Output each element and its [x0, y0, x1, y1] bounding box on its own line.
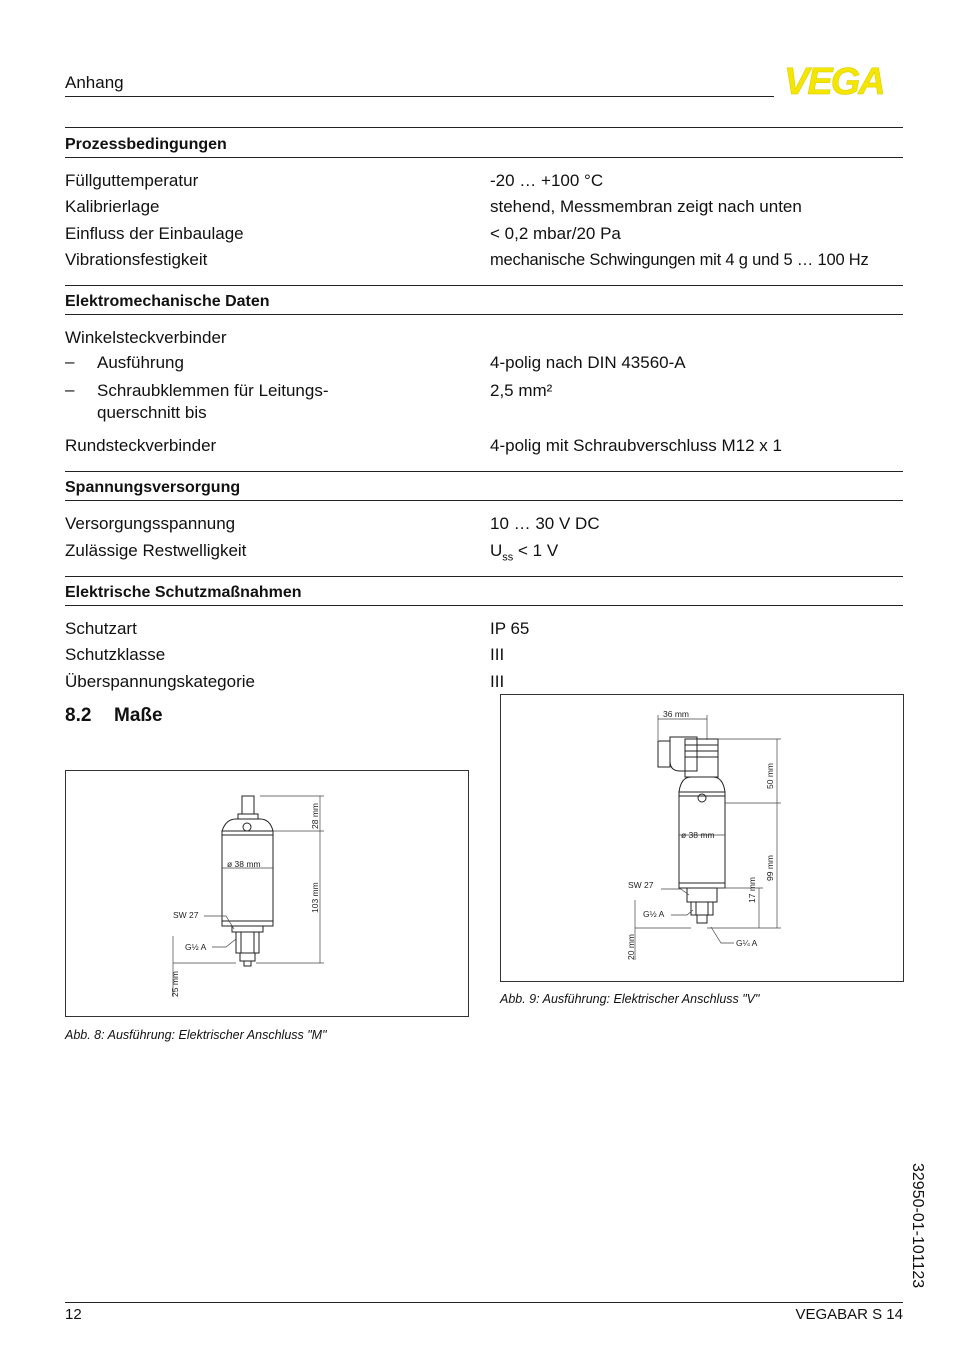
sub-value: 2,5 mm²: [490, 381, 553, 400]
dim-label: 20 mm: [626, 934, 636, 960]
dim-label: 25 mm: [170, 971, 180, 997]
section-title-schutz: Elektrische Schutzmaßnahmen: [65, 584, 302, 601]
dim-label: SW 27: [173, 910, 199, 920]
vega-logo: [784, 62, 904, 103]
figure-9-caption: Abb. 9: Ausführung: Elektrischer Anschluss "V": [500, 992, 760, 1006]
figure-8-caption: Abb. 8: Ausführung: Elektrischer Anschluss "M": [65, 1028, 327, 1042]
dim-label: ø 38 mm: [227, 859, 261, 869]
sub-label: Schraubklemmen für Leitungs-: [97, 381, 329, 400]
section-rule: [65, 127, 903, 128]
section-heading-masse: 8.2 Maße: [65, 705, 163, 726]
dim-label: G½ A: [643, 909, 665, 919]
dim-label: 36 mm: [663, 709, 689, 719]
figure-8-drawing: [65, 770, 469, 1017]
section-rule: [65, 314, 903, 315]
row-label: Schutzart: [65, 619, 137, 638]
row-value: III: [490, 672, 505, 691]
row-value: 10 … 30 V DC: [490, 514, 600, 533]
row-value: III: [490, 645, 505, 664]
figure-9-drawing: [500, 694, 904, 982]
section-title-prozess: Prozessbedingungen: [65, 136, 227, 153]
logo-text: VEGA: [784, 62, 884, 98]
dim-label: ø 38 mm: [681, 830, 715, 840]
row-value: < 0,2 mbar/20 Pa: [490, 224, 621, 243]
section-rule: [65, 285, 903, 286]
section-rule: [65, 157, 903, 158]
row-value: -20 … +100 °C: [490, 171, 604, 190]
section-rule: [65, 576, 903, 577]
dim-label: 99 mm: [765, 855, 775, 881]
row-value: IP 65: [490, 619, 530, 638]
group-label: Winkelsteckverbinder: [65, 328, 227, 347]
sub-label: querschnitt bis: [97, 403, 207, 422]
product-name: VEGABAR S 14: [795, 1306, 903, 1323]
footer-rule: [65, 1302, 903, 1303]
header-rule: [65, 96, 774, 97]
row-value: $U_{ss} < 1$ V: [490, 541, 559, 564]
row-label: Versorgungsspannung: [65, 514, 236, 533]
dim-label: G¼ A: [736, 938, 758, 948]
dim-label: 50 mm: [765, 763, 775, 789]
list-dash: –: [65, 380, 75, 399]
page-number: 12: [65, 1306, 82, 1323]
sub-label: Ausführung: [97, 353, 184, 372]
row-label: Schutzklasse: [65, 645, 166, 664]
row-value: 4-polig mit Schraubverschluss M12 x 1: [490, 436, 782, 455]
row-label: Rundsteckverbinder: [65, 436, 217, 455]
sub-value: 4-polig nach DIN 43560-A: [490, 353, 686, 372]
section-title-elektromech: Elektromechanische Daten: [65, 293, 270, 310]
document-number: 32950-01-101123: [909, 1163, 926, 1289]
row-label: Zulässige Restwelligkeit: [65, 541, 247, 560]
row-label: Überspannungskategorie: [65, 672, 255, 691]
section-rule: [65, 471, 903, 472]
row-label: Einfluss der Einbaulage: [65, 224, 244, 243]
section-rule: [65, 605, 903, 606]
section-rule: [65, 500, 903, 501]
header-title: Anhang: [65, 73, 124, 92]
dim-label: 103 mm: [310, 882, 320, 913]
row-value: mechanische Schwingungen mit 4 g und 5 … 100 Hz: [490, 251, 869, 269]
row-label: Füllguttemperatur: [65, 171, 199, 190]
dim-label: G½ A: [185, 942, 207, 952]
row-label: Vibrationsfestigkeit: [65, 250, 208, 269]
section-title-spannung: Spannungsversorgung: [65, 479, 241, 496]
dim-label: 28 mm: [310, 803, 320, 829]
row-value: stehend, Messmembran zeigt nach unten: [490, 197, 802, 216]
dim-label: 17 mm: [747, 877, 757, 903]
row-label: Kalibrierlage: [65, 197, 160, 216]
dim-label: SW 27: [628, 880, 654, 890]
list-dash: –: [65, 352, 75, 371]
